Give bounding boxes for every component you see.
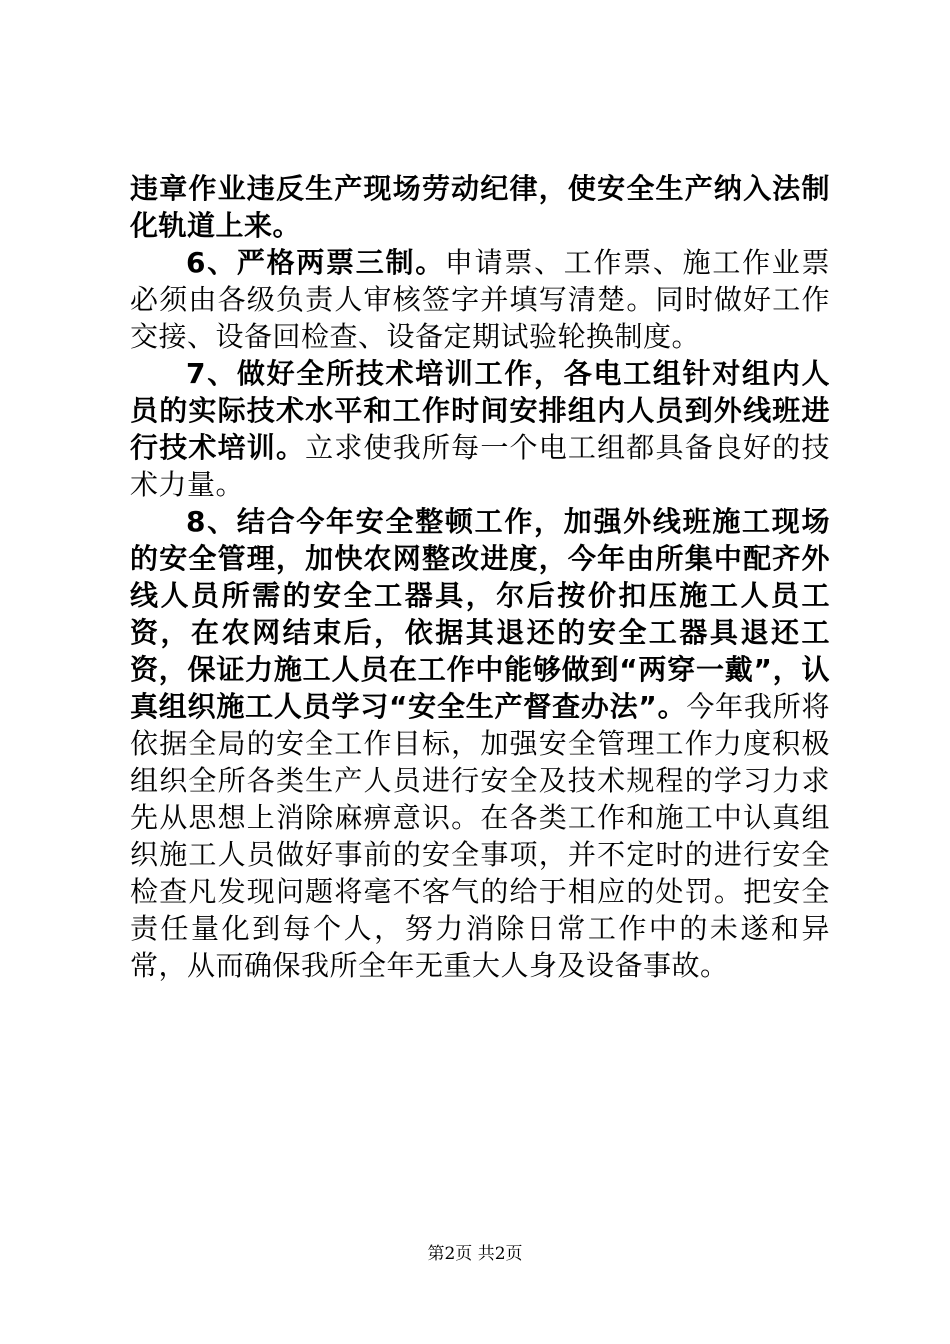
- paragraph-normal-text: 今年我所将依据全局的安全工作目标，加强安全管理工作力度积极组织全所各类生产人员进行安全及技术规程的学习力求先从思想上消除麻痹意识。在各类工作和施工中认真组织施工人员做好事前的安全事项，并不定时的进行安全检查凡发现问题将毫不客气的给于相应的处罚。把安全责任量化到每个人，努力消除日常工作中的未遂和异常，从而确保我所全年无重大人身及设备事故。: [130, 690, 830, 982]
- paragraph-item-7: [130, 355, 830, 503]
- paragraph-bold-text: 8、结合今年安全整顿工作，加强外线班施工现场的安全管理，加快农网整改进度，今年由所集中配齐外线人员所需的安全工器具，尔后按价扣压施工人员工资，在农网结束后，依据其退还的安全工器具退还工资，保证力施工人员在工作中能够做到“两穿一戴”，认真组织施工人员学习“安全生产督查办法”。: [130, 505, 830, 723]
- paragraph-item-6: [130, 244, 830, 355]
- page-footer: [0, 1243, 950, 1265]
- paragraph-item-8: [130, 503, 830, 984]
- paragraph-normal-text: 立求使我所每一个电工组都具备良好的技术力量。: [130, 431, 830, 501]
- page-number-label: 第2页 共2页: [427, 1244, 523, 1264]
- paragraph-normal-text: 申请票、工作票、施工作业票必须由各级负责人审核签字并填写清楚。同时做好工作交接、设备回检查、设备定期试验轮换制度。: [130, 246, 830, 353]
- body-text: [130, 170, 830, 984]
- paragraph-bold-text: 7、做好全所技术培训工作，各电工组针对组内人员的实际技术水平和工作时间安排组内人员到外线班进行技术培训。: [130, 357, 830, 464]
- paragraph-continuation: [130, 170, 830, 244]
- paragraph-bold-text: 6、严格两票三制。: [186, 246, 445, 279]
- paragraph-bold-text: 违章作业违反生产现场劳动纪律，使安全生产纳入法制化轨道上来。: [130, 172, 830, 242]
